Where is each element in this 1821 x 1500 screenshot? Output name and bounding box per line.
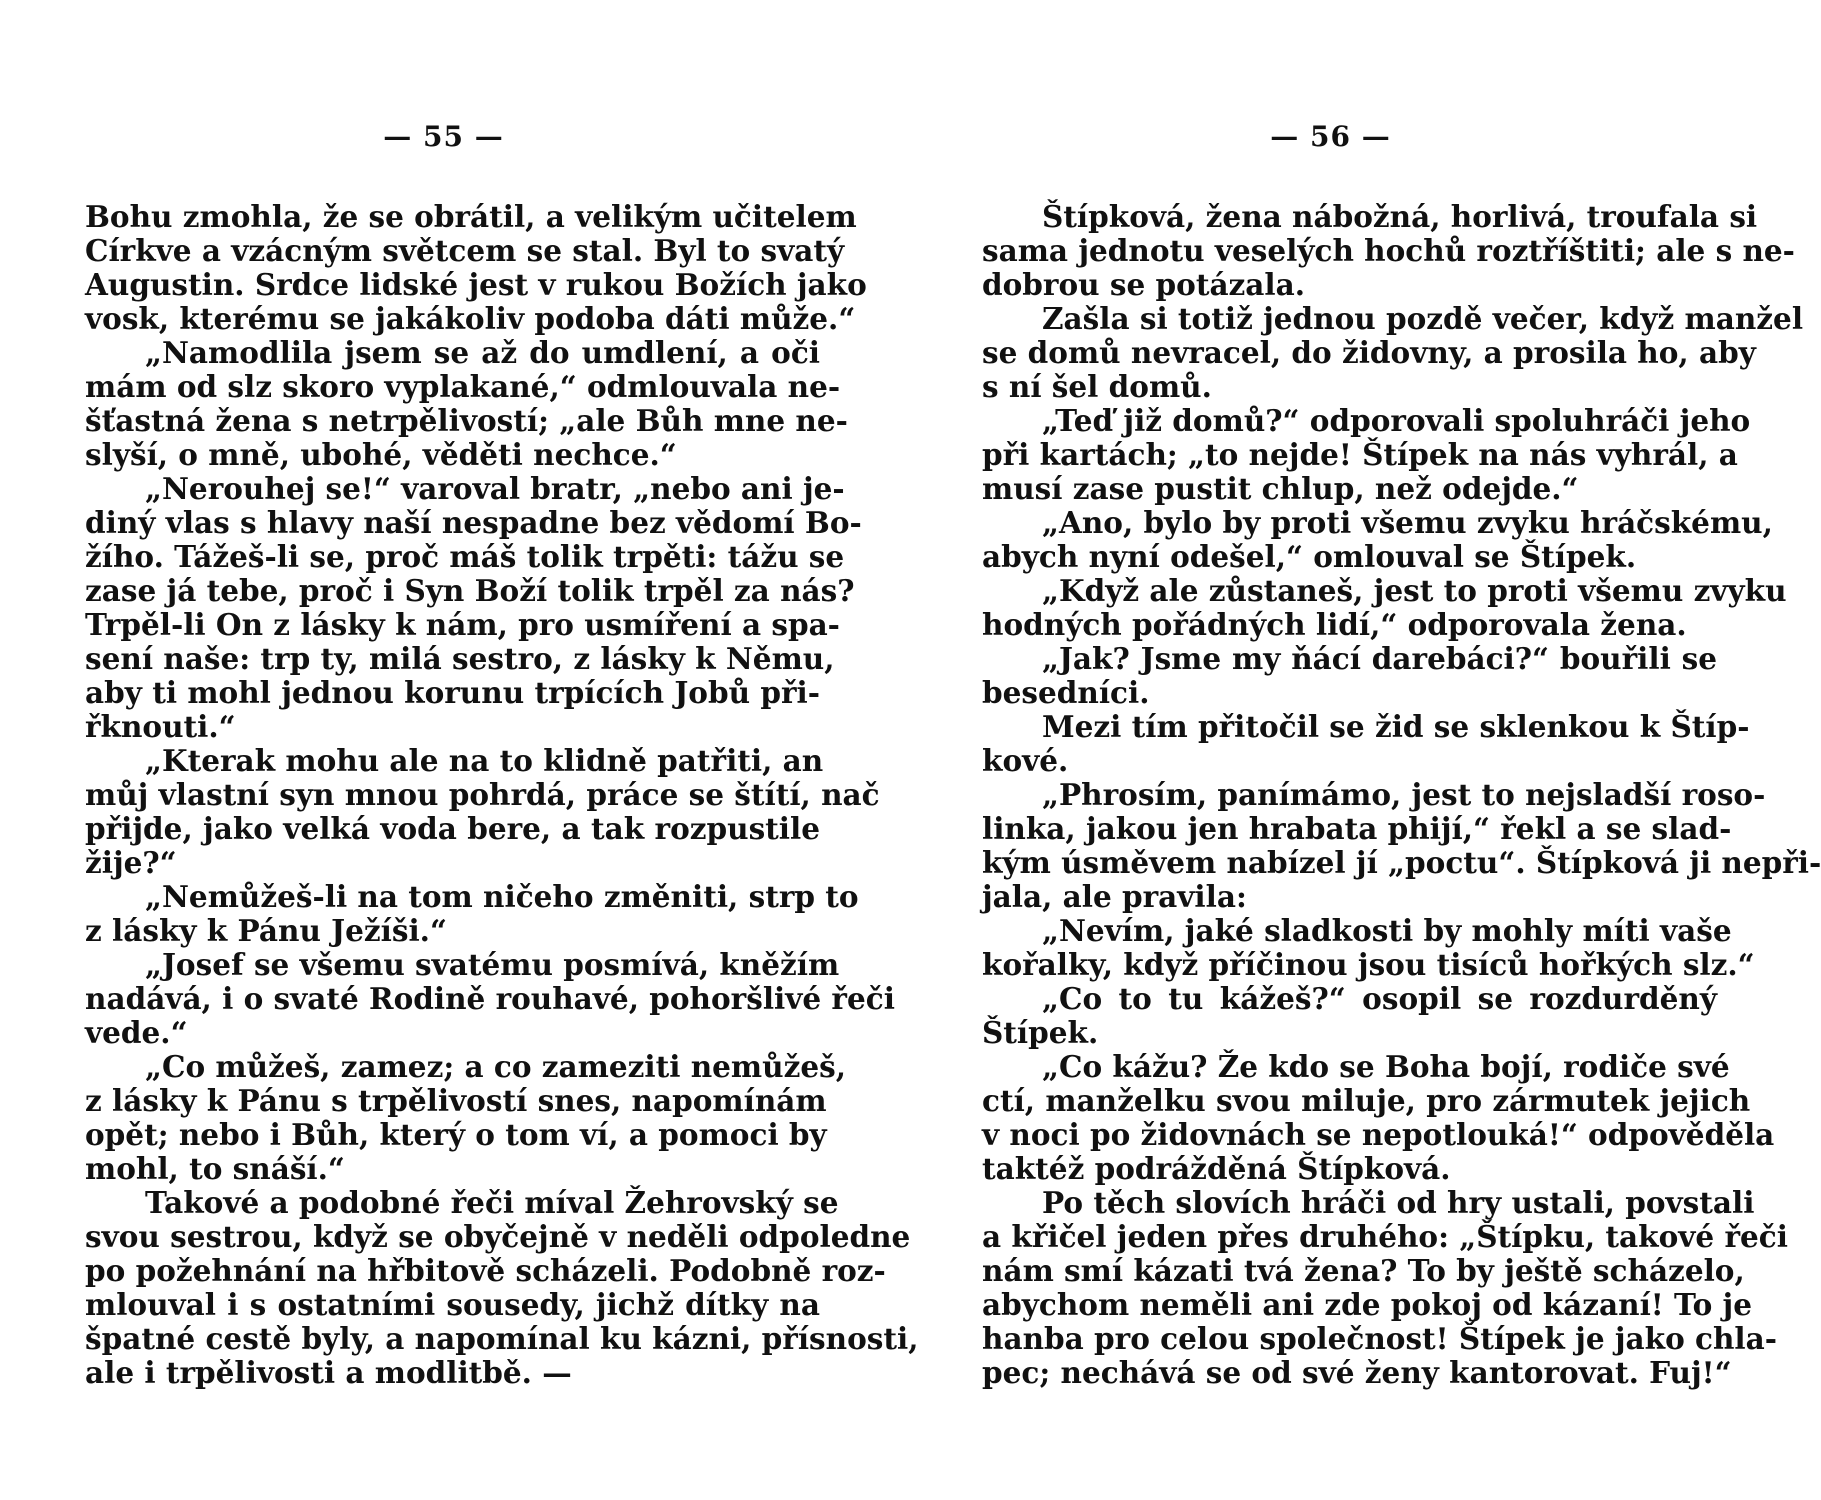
text-line: řknouti.“ (85, 709, 236, 744)
text-line: nadává, i o svaté Rodině rouhavé, pohoršlivé řeči (85, 981, 895, 1016)
text-line: slyší, o mně, ubohé, věděti nechce.“ (85, 437, 677, 472)
text-line: „Nerouhej se!“ varoval bratr, „nebo ani je- (145, 471, 845, 506)
body-text (982, 199, 1821, 1390)
right-page (887, 0, 1821, 1500)
text-line: svou sestrou, když se obyčejně v neděli odpoledne (85, 1219, 911, 1254)
text-line: Církve a vzácným světcem se stal. Byl to svatý (85, 233, 845, 268)
text-line: mám od slz skoro vyplakané,“ odmlouvala ne- (85, 369, 841, 404)
text-line: „Ano, bylo by proti všemu zvyku hráčskému, (1042, 505, 1773, 540)
text-line: mlouval i s ostatními sousedy, jichž dítky na (85, 1287, 820, 1322)
text-line: „Phrosím, panímámo, jest to nejsladší roso- (1042, 777, 1766, 812)
text-line: se domů nevracel, do židovny, a prosila ho, aby (982, 335, 1756, 370)
page-number: — 56 — (1270, 120, 1391, 153)
text-line: kové. (982, 743, 1069, 778)
text-line: linka, jakou jen hrabata phijí,“ řekl a se slad- (982, 811, 1732, 846)
text-line: besedníci. (982, 675, 1150, 710)
text-line: abych nyní odešel,“ omlouval se Štípek. (982, 539, 1637, 574)
text-line: špatné cestě byly, a napomínal ku kázni, přísnosti, (85, 1321, 919, 1356)
text-line: žije?“ (85, 845, 177, 880)
text-line: nám smí kázati tvá žena? To by ještě scházelo, (982, 1253, 1745, 1288)
text-line: taktéž podrážděná Štípková. (982, 1151, 1451, 1186)
text-line: musí zase pustit chlup, než odejde.“ (982, 471, 1579, 506)
text-line: Augustin. Srdce lidské jest v rukou Božích jako (85, 267, 867, 302)
text-line: Zašla si totiž jednou pozdě večer, když manžel (1042, 301, 1804, 336)
text-line: „Co můžeš, zamez; a co zameziti nemůžeš, (145, 1049, 846, 1084)
text-line: „Co kážu? Že kdo se Boha bojí, rodiče své (1042, 1049, 1730, 1084)
text-line: z lásky k Pánu s trpělivostí snes, napomínám (85, 1083, 827, 1118)
text-line: vosk, kterému se jakákoliv podoba dáti může.“ (85, 301, 856, 336)
text-line: „Co to tu kážeš?“ osopil se rozdurděný (1042, 981, 1717, 1016)
text-line: abychom neměli ani zde pokoj od kázaní! To je (982, 1287, 1752, 1322)
text-line: Bohu zmohla, že se obrátil, a velikým učitelem (85, 199, 857, 234)
text-line: opět; nebo i Bůh, který o tom ví, a pomoci by (85, 1117, 827, 1152)
text-line: Štípek. (982, 1015, 1099, 1050)
text-line: s ní šel domů. (982, 369, 1212, 404)
text-line: Mezi tím přitočil se žid se sklenkou k Štíp- (1042, 709, 1750, 744)
text-line: „Jak? Jsme my ňácí darebáci?“ bouřili se (1042, 641, 1717, 676)
text-line: Štípková, žena nábožná, horlivá, troufala si (1042, 199, 1758, 234)
text-line: vede.“ (85, 1015, 188, 1050)
text-line: „Josef se všemu svatému posmívá, kněžím (145, 947, 840, 982)
text-line: šťastná žena s netrpělivostí; „ale Bůh mne ne- (85, 403, 848, 438)
page-number: — 55 — (383, 120, 504, 153)
text-line: ctí, manželku svou miluje, pro zármutek jejich (982, 1083, 1751, 1118)
text-line: „Nevím, jaké sladkosti by mohly míti vaše (1042, 913, 1732, 948)
text-line: ale i trpělivosti a modlitbě. — (85, 1355, 572, 1390)
text-line: „Teď již domů?“ odporovali spoluhráči jeho (1042, 403, 1751, 438)
text-line: kým úsměvem nabízel jí „poctu“. Štípková ji nepři- (982, 845, 1821, 880)
text-line: pec; nechává se od své ženy kantorovat. Fuj!“ (982, 1355, 1732, 1390)
text-line: hanba pro celou společnost! Štípek je jako chla- (982, 1321, 1778, 1356)
text-line: při kartách; „to nejde! Štípek na nás vyhrál, a (982, 437, 1738, 472)
text-line: „Namodlila jsem se až do umdlení, a oči (145, 335, 820, 370)
text-line: dobrou se potázala. (982, 267, 1306, 302)
text-line: zase já tebe, proč i Syn Boží tolik trpěl za nás? (85, 573, 855, 608)
text-line: sama jednotu veselých hochů roztříštiti; ale s ne- (982, 233, 1795, 268)
text-line: z lásky k Pánu Ježíši.“ (85, 913, 447, 948)
text-line: kořalky, když příčinou jsou tisíců hořkých slz.“ (982, 947, 1755, 982)
text-line: žího. Tážeš-li se, proč máš tolik trpěti: tážu se (85, 539, 845, 574)
text-line: Po těch slovích hráči od hry ustali, povstali (1042, 1185, 1755, 1220)
text-line: můj vlastní syn mnou pohrdá, práce se štítí, nač (85, 777, 880, 812)
text-line: hodných pořádných lidí,“ odporovala žena. (982, 607, 1687, 642)
text-line: jala, ale pravila: (982, 879, 1247, 914)
text-line: a křičel jeden přes druhého: „Štípku, takové řeči (982, 1219, 1788, 1254)
body-text (85, 199, 919, 1390)
text-line: „Nemůžeš-li na tom ničeho změniti, strp to (145, 879, 859, 914)
text-line: „Kterak mohu ale na to klidně patřiti, an (145, 743, 824, 778)
text-line: v noci po židovnách se nepotlouká!“ odpověděla (982, 1117, 1775, 1152)
text-line: sení naše: trp ty, milá sestro, z lásky k Němu, (85, 641, 835, 676)
text-line: „Když ale zůstaneš, jest to proti všemu zvyku (1042, 573, 1787, 608)
text-line: aby ti mohl jednou korunu trpících Jobů při- (85, 675, 820, 710)
text-line: Takové a podobné řeči míval Žehrovský se (145, 1185, 839, 1220)
text-line: diný vlas s hlavy naší nespadne bez vědomí Bo- (85, 505, 862, 540)
text-line: mohl, to snáší.“ (85, 1151, 345, 1186)
text-line: přijde, jako velká voda bere, a tak rozpustile (85, 811, 820, 846)
text-line: po požehnání na hřbitově scházeli. Podobně roz- (85, 1253, 886, 1288)
text-line: Trpěl-li On z lásky k nám, pro usmíření a spa- (85, 607, 840, 642)
